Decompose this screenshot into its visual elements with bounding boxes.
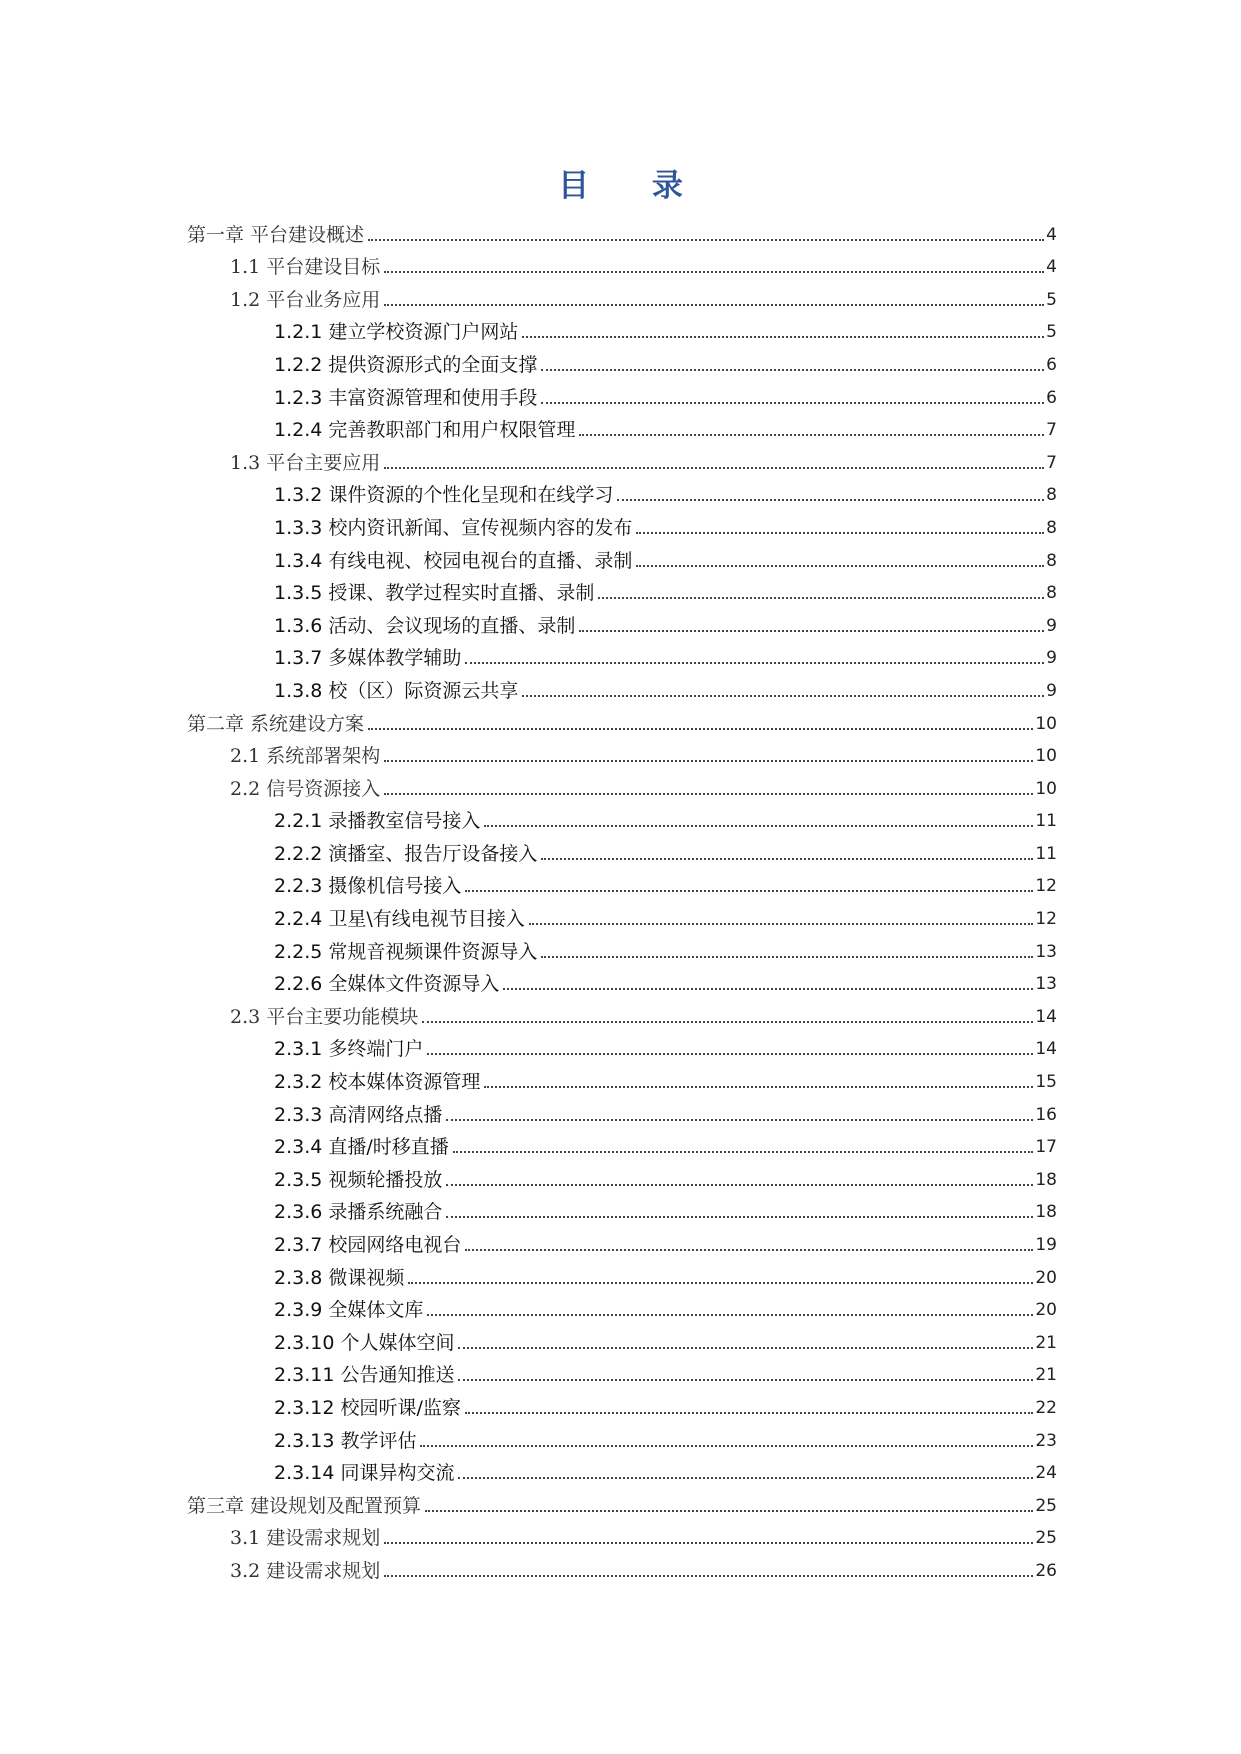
dot-leader [384,304,1044,306]
dot-leader [420,1445,1033,1447]
toc-entry-label: 2.3.8 微课视频 [274,1266,405,1289]
toc-entry-level-3[interactable] [187,900,1057,933]
dot-leader [458,1379,1033,1381]
toc-entry-page-number: 11 [1035,811,1057,832]
toc-entry-level-3[interactable] [187,1455,1057,1488]
dot-leader [484,1086,1033,1088]
dot-leader [458,1477,1033,1479]
dot-leader [465,1412,1033,1414]
toc-entry-page-number: 9 [1046,615,1057,636]
dot-leader [427,1314,1033,1316]
toc-entry-page-number: 8 [1046,583,1057,604]
toc-entry-level-3[interactable] [187,868,1057,901]
toc-entry-label: 1.3.8 校（区）际资源云共享 [274,679,519,702]
toc-entry-level-2[interactable] [187,1520,1057,1553]
toc-entry-level-2[interactable] [187,444,1057,477]
toc-entry-page-number: 20 [1035,1300,1057,1321]
dot-leader [384,793,1033,795]
toc-entry-page-number: 19 [1035,1235,1057,1255]
dot-leader [636,532,1044,534]
toc-entry-label: 2.2.4 卫星\有线电视节目接入 [274,908,525,931]
toc-entry-level-1[interactable] [187,216,1057,249]
toc-entry-page-number: 9 [1046,648,1057,669]
dot-leader [422,1021,1033,1023]
dot-leader [384,467,1044,469]
toc-entry-label: 2.1 系统部署架构 [230,745,381,768]
toc-entry-label: 1.2.3 丰富资源管理和使用手段 [274,386,538,409]
toc-entry-label: 2.3.4 直播/时移直播 [274,1136,449,1159]
toc-entry-page-number: 14 [1035,1006,1057,1027]
toc-entry-page-number: 22 [1035,1397,1057,1418]
toc-entry-page-number: 24 [1035,1463,1057,1484]
toc-entry-page-number: 7 [1046,420,1057,441]
toc-entry-level-3[interactable] [187,575,1057,608]
toc-entry-page-number: 13 [1035,974,1057,995]
toc-entry-page-number: 12 [1035,909,1057,930]
dot-leader [541,956,1033,958]
dot-leader [446,1216,1033,1218]
toc-entry-page-number: 8 [1046,485,1057,506]
toc-entry-label: 第一章 平台建设概述 [187,223,365,246]
toc-entry-level-3[interactable] [187,379,1057,412]
page-title: 目 录 [558,168,709,204]
dot-leader [465,662,1044,664]
dot-leader [453,1151,1034,1153]
toc-entry-level-3[interactable] [187,1259,1057,1292]
toc-entry-label: 1.2.4 完善教职部门和用户权限管理 [274,419,576,442]
toc-entry-page-number: 18 [1035,1202,1057,1223]
toc-entry-level-3[interactable] [187,1063,1057,1096]
toc-entry-level-3[interactable] [187,542,1057,575]
toc-entry-level-3[interactable] [187,1389,1057,1422]
toc-entry-label: 2.3 平台主要功能模块 [230,1005,419,1028]
toc-entry-page-number: 6 [1046,354,1057,375]
toc-entry-page-number: 20 [1035,1267,1057,1288]
toc-entry-label: 1.3 平台主要应用 [230,451,381,474]
toc-entry-label: 1.3.3 校内资讯新闻、宣传视频内容的发布 [274,516,633,539]
toc-entry-label: 1.3.7 多媒体教学辅助 [274,647,462,670]
toc-entry-page-number: 21 [1035,1365,1057,1386]
toc-entry-label: 2.2.2 演播室、报告厅设备接入 [274,842,538,865]
dot-leader [384,760,1033,762]
dot-leader [579,630,1044,632]
toc-entry-page-number: 5 [1046,289,1057,310]
dot-leader [384,1575,1033,1577]
toc-entry-level-3[interactable] [187,1031,1057,1064]
toc-entry-label: 2.2 信号资源接入 [230,777,381,800]
toc-entry-level-3[interactable] [187,1292,1057,1325]
toc-entry-level-3[interactable] [187,607,1057,640]
dot-leader [522,695,1044,697]
dot-leader [484,825,1033,827]
dot-leader [458,1347,1033,1349]
dot-leader [465,1249,1033,1251]
dot-leader [384,1542,1033,1544]
toc-entry-label: 第二章 系统建设方案 [187,712,365,735]
toc-entry-label: 2.3.6 录播系统融合 [274,1201,443,1224]
dot-leader [579,434,1044,436]
toc-entry-level-3[interactable] [187,1161,1057,1194]
toc-entry-level-3[interactable] [187,477,1057,510]
toc-entry-level-3[interactable] [187,346,1057,379]
dot-leader [465,890,1033,892]
toc-entry-label: 2.3.7 校园网络电视台 [274,1234,462,1256]
toc-entry-page-number: 13 [1035,941,1057,962]
toc-entry-page-number: 7 [1046,452,1057,473]
toc-entry-level-3[interactable] [187,803,1057,836]
toc-entry-level-2[interactable] [187,281,1057,314]
toc-entry-page-number: 5 [1046,322,1057,343]
toc-entry-level-3[interactable] [187,1096,1057,1129]
toc-entry-level-1[interactable] [187,705,1057,738]
toc-entry-page-number: 4 [1046,224,1057,245]
toc-entry-label: 2.2.6 全媒体文件资源导入 [274,973,500,996]
toc-entry-level-3[interactable] [187,412,1057,445]
toc-entry-page-number: 10 [1035,713,1057,734]
toc-entry-label: 1.3.5 授课、教学过程实时直播、录制 [274,582,595,605]
toc-entry-page-number: 15 [1035,1072,1057,1093]
dot-leader [503,988,1033,990]
toc-entry-label: 2.3.10 个人媒体空间 [274,1331,455,1354]
toc-entry-label: 3.1 建设需求规划 [230,1527,381,1550]
toc-entry-label: 2.3.1 多终端门户 [274,1038,424,1061]
toc-entry-label: 第三章 建设规划及配置预算 [187,1494,422,1517]
toc-entry-label: 1.3.6 活动、会议现场的直播、录制 [274,614,576,637]
toc-entry-label: 2.3.12 校园听课/监察 [274,1396,461,1419]
toc-entry-level-3[interactable] [187,835,1057,868]
toc-entry-label: 1.2.2 提供资源形式的全面支撑 [274,353,538,376]
toc-entry-page-number: 14 [1035,1039,1057,1060]
toc-entry-label: 2.3.3 高清网络点播 [274,1103,443,1126]
toc-entry-level-3[interactable] [187,672,1057,705]
toc-entry-level-2[interactable] [187,770,1057,803]
dot-leader [368,239,1044,241]
toc-entry-label: 2.3.2 校本媒体资源管理 [274,1071,481,1094]
toc-entry-label: 1.3.2 课件资源的个性化呈现和在线学习 [274,484,614,507]
toc-entry-page-number: 17 [1035,1137,1057,1158]
dot-leader [541,858,1033,860]
toc-entry-level-3[interactable] [187,1357,1057,1390]
dot-leader [529,923,1034,925]
dot-leader [522,336,1044,338]
dot-leader [427,1053,1033,1055]
toc-entry-label: 2.2.5 常规音视频课件资源导入 [274,940,538,963]
toc-entry-level-2[interactable] [187,738,1057,771]
dot-leader [541,369,1044,371]
toc-entry-label: 1.3.4 有线电视、校园电视台的直播、录制 [274,549,633,572]
dot-leader [425,1510,1033,1512]
toc-entry-page-number: 25 [1035,1495,1057,1516]
dot-leader [636,565,1044,567]
dot-leader [368,728,1033,730]
dot-leader [617,499,1044,501]
toc-entry-level-3[interactable] [187,1324,1057,1357]
toc-entry-page-number: 23 [1035,1430,1057,1451]
toc-entry-label: 2.2.1 录播教室信号接入 [274,810,481,833]
toc-entry-label: 1.2.1 建立学校资源门户网站 [274,321,519,344]
toc-entry-level-3[interactable] [187,640,1057,673]
toc-entry-page-number: 26 [1035,1560,1057,1581]
toc-entry-label: 1.1 平台建设目标 [230,256,381,279]
toc-entry-page-number: 16 [1035,1104,1057,1125]
toc-entry-level-3[interactable] [187,1226,1057,1259]
toc-entry-level-3[interactable] [187,314,1057,347]
toc-entry-page-number: 10 [1035,778,1057,799]
toc-entry-level-3[interactable] [187,1129,1057,1162]
toc-entry-page-number: 10 [1035,746,1057,767]
table-of-contents [187,216,1057,1585]
dot-leader [598,597,1044,599]
toc-entry-page-number: 25 [1035,1528,1057,1549]
toc-entry-level-3[interactable] [187,509,1057,542]
dot-leader [446,1184,1033,1186]
toc-entry-page-number: 6 [1046,387,1057,408]
toc-entry-page-number: 8 [1046,517,1057,538]
toc-entry-label: 1.2 平台业务应用 [230,288,381,311]
toc-entry-level-3[interactable] [187,966,1057,999]
toc-entry-level-2[interactable] [187,998,1057,1031]
toc-entry-label: 2.3.14 同课异构交流 [274,1462,455,1485]
dot-leader [541,402,1044,404]
toc-entry-level-2[interactable] [187,1552,1057,1585]
toc-entry-label: 2.3.13 教学评估 [274,1429,417,1452]
toc-entry-label: 2.2.3 摄像机信号接入 [274,875,462,898]
toc-entry-page-number: 12 [1035,876,1057,897]
toc-entry-page-number: 11 [1035,843,1057,864]
toc-entry-level-1[interactable] [187,1487,1057,1520]
toc-entry-level-2[interactable] [187,249,1057,282]
dot-leader [384,271,1044,273]
toc-entry-level-3[interactable] [187,1194,1057,1227]
dot-leader [408,1282,1033,1284]
toc-entry-label: 2.3.9 全媒体文库 [274,1299,424,1322]
toc-entry-page-number: 4 [1046,257,1057,278]
toc-entry-label: 2.3.5 视频轮播投放 [274,1168,443,1191]
toc-entry-page-number: 21 [1035,1332,1057,1353]
toc-entry-level-3[interactable] [187,933,1057,966]
toc-entry-page-number: 8 [1046,550,1057,571]
dot-leader [446,1119,1033,1121]
toc-entry-page-number: 18 [1035,1169,1057,1190]
toc-entry-level-3[interactable] [187,1422,1057,1455]
toc-entry-label: 2.3.11 公告通知推送 [274,1364,455,1387]
toc-entry-label: 3.2 建设需求规划 [230,1559,381,1582]
toc-entry-page-number: 9 [1046,680,1057,701]
